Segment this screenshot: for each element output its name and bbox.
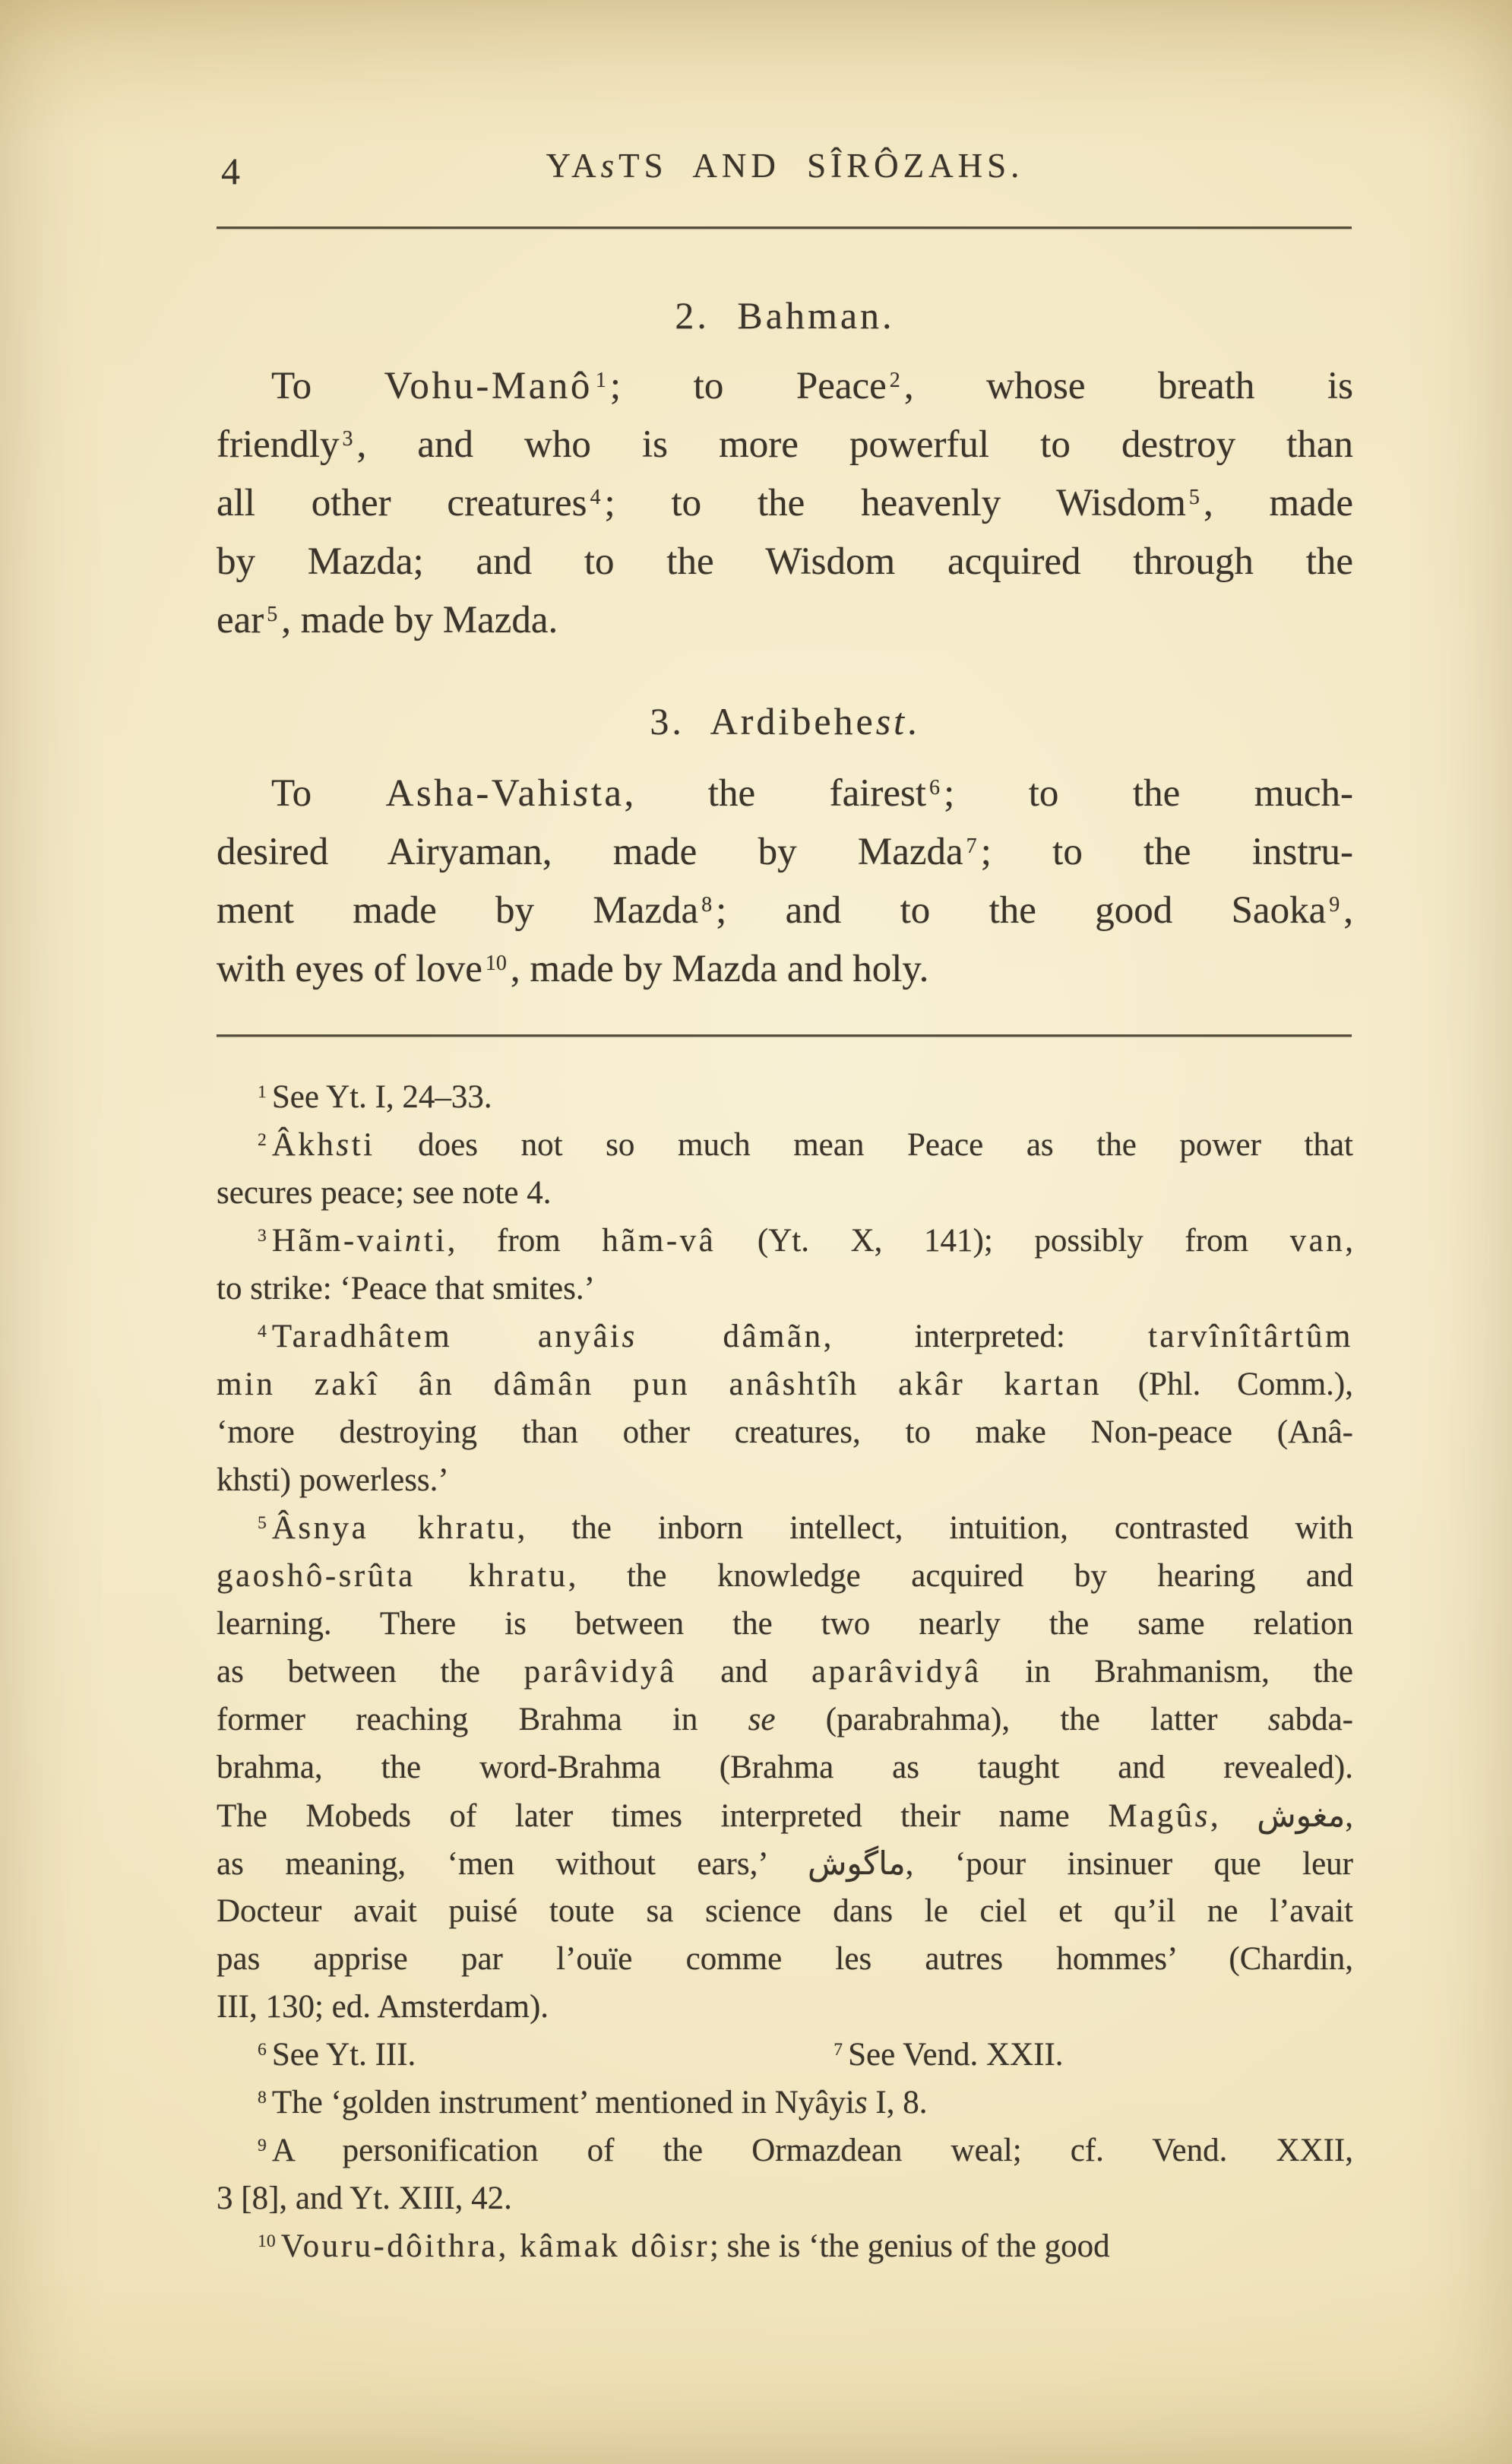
section-paragraph-bahman — [217, 357, 1353, 650]
header-rule — [217, 226, 1352, 229]
spaced-run: min zakî ân dâmân pun anâshtîh akâr kartan — [217, 1367, 1102, 1402]
text-line — [217, 2174, 1353, 2222]
text-run: See Vend. XXII. — [848, 2037, 1064, 2073]
text-run: , from — [447, 1223, 603, 1259]
text-run: ; to Peace — [609, 365, 887, 407]
text-run: 3. Ardibehe — [650, 700, 876, 743]
text-line — [217, 2079, 1353, 2127]
text-run: brahma, the word-Brahma (Brahma as taught and revealed). — [217, 1750, 1353, 1785]
spaced-run: dâmãn — [637, 1319, 824, 1354]
text-line — [217, 1121, 1353, 1169]
spaced-run: tarvînîtârtûm — [1148, 1319, 1353, 1354]
text-line — [217, 1887, 1353, 1935]
text-run: 2. Bahman. — [675, 294, 895, 337]
text-line — [217, 1504, 1353, 1552]
superscript-marker: 5 — [1188, 485, 1200, 509]
text-run: See Yt. I, 24–33. — [271, 1079, 492, 1115]
text-run: does not so much mean Peace as the power that — [375, 1127, 1353, 1163]
superscript-marker: 4 — [590, 485, 601, 509]
spaced-run: Âkh — [271, 1127, 337, 1163]
superscript-marker: 6 — [929, 775, 941, 800]
superscript-marker: 3 — [258, 1226, 267, 1246]
superscript-marker: 5 — [258, 1513, 267, 1533]
text-run: , — [1345, 1798, 1354, 1834]
running-header-title — [217, 146, 1353, 185]
text-run: ‘more destroying than other creatures, to make Non-peace (Anâ- — [217, 1414, 1353, 1450]
text-line — [217, 357, 1353, 416]
italic-run: s — [600, 147, 619, 185]
text-line — [217, 1600, 1353, 1648]
text-run: A personification of the Ormazdean weal; cf. Vend. XXII, — [271, 2133, 1353, 2168]
text-run: desired Airyaman, made by Mazda — [217, 831, 963, 873]
superscript-marker: 8 — [701, 892, 713, 917]
superscript-marker: 10 — [258, 2231, 276, 2251]
spaced-italic-run: s — [573, 772, 591, 815]
italic-run: se — [748, 1702, 776, 1737]
italic-run: s — [854, 2085, 868, 2120]
spaced-run: Hãm-vai — [271, 1223, 405, 1259]
spaced-run: gaoshô-srûta khratu — [217, 1558, 568, 1594]
text-run: kh — [217, 1462, 249, 1498]
text-run: in Brahmanism, the — [981, 1654, 1354, 1690]
text-run: To — [271, 365, 384, 407]
superscript-marker: 3 — [342, 426, 353, 451]
superscript-marker: 7 — [966, 834, 977, 858]
superscript-marker: 9 — [1329, 892, 1340, 917]
spaced-italic-run: s — [1194, 1798, 1210, 1834]
superscript-marker: 7 — [833, 2040, 843, 2060]
text-run: ; to the much- — [944, 772, 1353, 815]
superscript-marker: 2 — [258, 1130, 267, 1150]
text-run: (Yt. X, 141); possibly from — [716, 1223, 1290, 1259]
text-run: pas apprise par l’ouïe comme les autres hommes’ (Chardin, — [217, 1941, 1353, 1977]
footnotes-block — [217, 1073, 1353, 2270]
text-line — [217, 1648, 1353, 1696]
superscript-marker: 8 — [258, 2088, 267, 2108]
superscript-marker: 5 — [267, 602, 278, 626]
text-run: I, 8. — [867, 2085, 928, 2120]
text-run: YA — [546, 147, 601, 185]
superscript-marker: 1 — [258, 1082, 267, 1102]
text-run: to strike: ‘Peace that smites.’ — [217, 1271, 595, 1306]
spaced-italic-run: s — [336, 1127, 352, 1163]
text-line — [217, 474, 1353, 533]
spaced-run: ti — [423, 1223, 448, 1259]
text-run: (Phl. Comm.), — [1101, 1367, 1353, 1402]
text-run: and — [676, 1654, 811, 1690]
text-run: ti) powerless.’ — [261, 1462, 449, 1498]
text-line — [217, 1791, 1353, 1839]
section-heading-ardibehest — [217, 699, 1353, 743]
text-run: (parabrahma), the latter — [775, 1702, 1268, 1737]
italic-run: st — [875, 700, 908, 743]
text-line — [217, 533, 1353, 591]
text-run: TS AND SÎRÔZAHS. — [618, 147, 1024, 185]
spaced-run: Asha-Vahi — [385, 772, 574, 815]
text-line — [217, 1839, 1353, 1887]
text-run: learning. There is between the two nearly the same relation — [217, 1606, 1353, 1642]
text-line — [217, 1696, 1353, 1743]
text-run: Docteur avait puisé toute sa science dans le ciel et qu’il ne l’avait — [217, 1893, 1353, 1929]
text-run: , — [1343, 889, 1353, 932]
spaced-run: Taradhâtem anyâi — [271, 1319, 622, 1354]
section-heading-bahman — [217, 293, 1353, 337]
superscript-marker: 2 — [889, 368, 900, 392]
text-line — [217, 1408, 1353, 1456]
text-line — [217, 1313, 1353, 1360]
text-line — [217, 416, 1353, 474]
italic-run: s — [249, 1462, 262, 1498]
text-line — [217, 823, 1353, 882]
text-line — [217, 591, 1353, 650]
text-run: The ‘golden instrument’ mentioned in Nyâyi — [271, 2085, 855, 2120]
text-run: ; and to the good Saoka — [716, 889, 1327, 932]
text-run: by Mazda; and to the Wisdom acquired through the — [217, 540, 1353, 583]
spaced-run: van — [1289, 1223, 1346, 1259]
text-run: , — [1345, 1223, 1353, 1259]
text-run: III, 130; ed. Amsterdam). — [217, 1989, 549, 2025]
superscript-marker: 9 — [258, 2136, 267, 2155]
text-run: , made by Mazda. — [281, 599, 558, 641]
text-run: , and who is more powerful to destroy than — [356, 423, 1353, 466]
text-run: with eyes of love — [217, 948, 482, 990]
text-line — [217, 2222, 1353, 2270]
text-run: , the inborn intellect, intuition, contrasted with — [517, 1510, 1353, 1546]
text-line — [217, 1073, 1353, 1121]
text-line — [217, 1169, 1353, 1217]
text-line — [217, 1265, 1353, 1313]
text-run: , whose breath is — [903, 365, 1354, 407]
text-run: friendly — [217, 423, 340, 466]
text-line — [217, 1935, 1353, 1983]
text-line — [217, 2127, 1353, 2174]
text-line — [217, 1743, 1353, 1791]
text-run: secures peace; see note 4. — [217, 1175, 552, 1211]
superscript-marker: 6 — [258, 2040, 267, 2060]
text-run: all other creatures — [217, 482, 587, 524]
text-run: as meaning, ‘men without ears,’ — [217, 1846, 808, 1882]
text-run: abda- — [1280, 1702, 1353, 1737]
text-run: former reaching Brahma in — [217, 1702, 748, 1737]
page-body — [217, 0, 1353, 2464]
text-run: ment made by Mazda — [217, 889, 699, 932]
text-line — [217, 1217, 1353, 1265]
text-run: , the knowledge acquired by hearing and — [568, 1558, 1354, 1594]
text-run: ; to the heavenly Wisdom — [604, 482, 1186, 524]
italic-run: s — [1267, 1702, 1281, 1737]
text-run: ; to the instru- — [980, 831, 1353, 873]
text-run: , made — [1203, 482, 1353, 524]
text-run: , made by Mazda and holy. — [510, 948, 929, 990]
page-header — [217, 146, 1353, 195]
arabic-word: مغوش — [1257, 1797, 1346, 1834]
spaced-run: Vohu-Manô — [384, 365, 593, 407]
spaced-run: Âsnya khratu — [271, 1510, 517, 1546]
superscript-marker: 10 — [485, 951, 507, 975]
superscript-marker: 4 — [258, 1322, 267, 1341]
text-run: See Yt. III. — [271, 2037, 416, 2073]
text-line — [217, 882, 1353, 940]
text-run: , — [1210, 1798, 1257, 1834]
text-line — [217, 2031, 1353, 2079]
spaced-run: ta — [590, 772, 625, 815]
text-run: , interpreted: — [823, 1319, 1148, 1354]
text-line — [217, 765, 1353, 823]
spaced-run: ti — [351, 1127, 375, 1163]
text-line — [217, 1552, 1353, 1600]
section-paragraph-ardibehest — [217, 765, 1353, 999]
spaced-run: hãm-vâ — [602, 1223, 716, 1259]
text-line — [217, 1456, 1353, 1504]
text-run: . — [907, 700, 920, 743]
spaced-run: r — [696, 2228, 710, 2264]
text-line — [217, 1360, 1353, 1408]
superscript-marker: 1 — [595, 368, 606, 392]
spaced-italic-run: s — [680, 2228, 697, 2264]
spaced-run: Vouru-dôithra, kâmak dôi — [280, 2228, 681, 2264]
text-run: ; she is ‘the genius of the good — [709, 2228, 1110, 2264]
spaced-italic-run: s — [622, 1319, 637, 1354]
text-line — [217, 940, 1353, 999]
text-line — [217, 1983, 1353, 2031]
text-run: To — [271, 772, 386, 815]
text-run: 3 [8], and Yt. XIII, 42. — [217, 2181, 512, 2216]
text-run: as between the — [217, 1654, 524, 1690]
text-run: , the fairest — [624, 772, 927, 815]
text-run: , ‘pour insinuer que leur — [905, 1846, 1354, 1882]
spaced-run: Magû — [1108, 1798, 1195, 1834]
text-run: ear — [217, 599, 264, 641]
spaced-run: aparâvidyâ — [811, 1654, 982, 1690]
arabic-word: ماگوش — [808, 1845, 906, 1882]
text-run: The Mobeds of later times interpreted their name — [217, 1798, 1109, 1834]
page-number: 4 — [221, 150, 240, 192]
footnote-separator-rule — [217, 1034, 1352, 1037]
spaced-italic-run: n — [404, 1223, 424, 1259]
spaced-run: parâvidyâ — [524, 1654, 677, 1690]
